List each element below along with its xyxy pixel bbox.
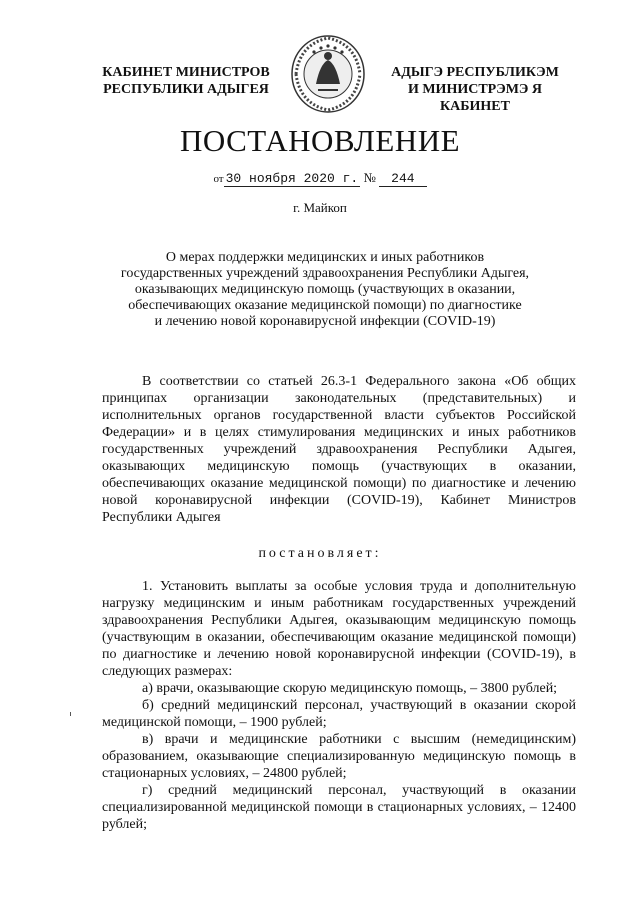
item-paragraph: а) врачи, оказывающие скорую медицинскую помощь, – 3800 рублей; [142,681,558,696]
document-subject [110,250,540,330]
item-paragraph: г) средний медицинский персонал, участвующий в оказании специализированной медицинской помощи в стационарных условиях, – 12400 рублей; [102,783,576,832]
preamble-block [102,373,576,526]
subject-line: и лечению новой коронавирусной инфекции (COVID-19) [154,314,496,329]
preamble-paragraph: В соответствии со статьей 26.3-1 Федерального закона «Об общих принципах организации законодательных (представительных) и исполнительных органов государственной власти субъектов Российской Федерации» и в целях стимулирования медицинских и иных работников государственных учреждений здравоохранения Республики Адыгея, оказывающих медицинскую помощь (участвующих в оказании, обеспечивающих оказание медицинской помощи) по диагностике и лечению новой коронавирусной инфекции (COVID-19), Кабинет Министров Республики Адыгея [102,374,576,525]
issuer-line: РЕСПУБЛИКИ АДЫГЕЯ [103,82,269,97]
issuer-name-russian [96,64,276,98]
subject-line: обеспечивающих оказание медицинской помощи) по диагностике [128,298,522,313]
issuer-name-adyghe [375,64,575,115]
items-block [102,578,576,833]
coat-of-arms-icon [288,34,368,114]
issuer-line: КАБИНЕТ МИНИСТРОВ [102,65,270,80]
item-paragraph: б) средний медицинский персонал, участвующий в оказании скорой медицинской помощи, – 1900 рублей; [102,698,576,730]
document-title: ПОСТАНОВЛЕНИЕ [179,123,461,158]
date-value: 30 ноября 2020 г. [225,171,359,186]
issuer-line: АДЫГЭ РЕСПУБЛИКЭМ [391,65,559,80]
subject-line: оказывающих медицинскую помощь (участвующих в оказании, [134,282,516,297]
scan-mark [70,712,71,716]
subject-line: государственных учреждений здравоохранения Республики Адыгея, [120,266,530,281]
issuer-line: И МИНИСТРЭМЭ Я КАБИНЕТ [407,82,543,114]
number-label: № [363,170,376,185]
item-paragraph: 1. Установить выплаты за особые условия труда и дополнительную нагрузку медицинским и иным работникам государственных учреждений здравоохранения Республики Адыгея, оказывающим медицинскую помощь (участвующим в оказании, обеспечивающим оказание медицинской помощи) по диагностике и лечению новой коронавирусной инфекции (COVID-19), в следующих размерах: [102,579,576,679]
item-paragraph: в) врачи и медицинские работники с высшим (немедицинским) образованием, оказывающие специализированную медицинскую помощь в стационарных условиях, – 24800 рублей; [102,732,576,781]
decree-word: постановляет: [258,546,382,561]
dateline [0,170,640,186]
date-prefix: от [213,173,224,185]
subject-line: О мерах поддержки медицинских и иных работников [165,250,485,265]
city: г. Майкоп [293,200,347,215]
document-number: 244 [379,171,426,187]
